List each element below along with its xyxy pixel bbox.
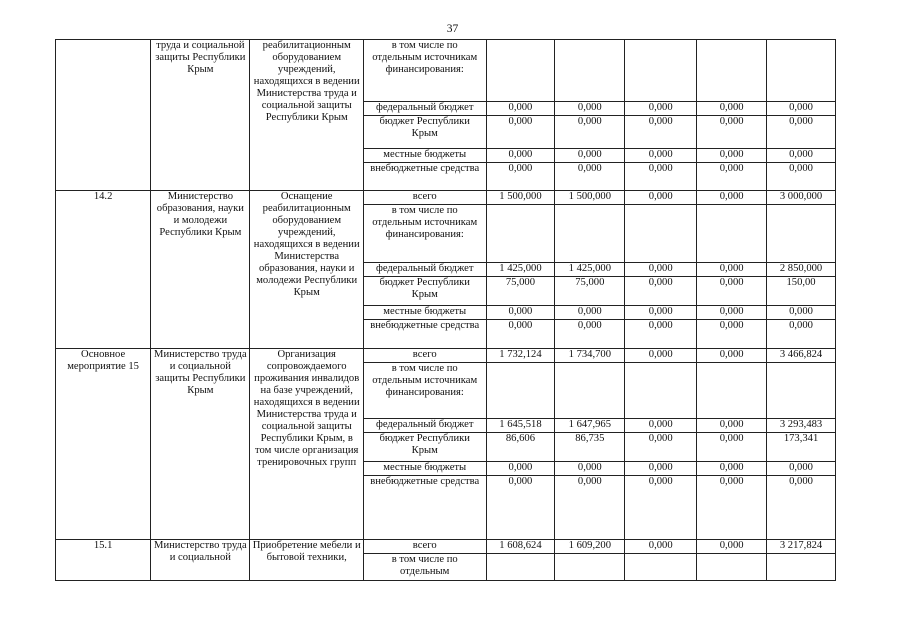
activity-cell: Оснащение реабилитационным оборудованием учреждений, находящихся в ведении Министерства образования, науки и молодежи Республики Крым	[250, 191, 363, 349]
value-cell: 0,000	[486, 116, 555, 149]
funding-source-cell: всего	[363, 540, 486, 554]
value-cell	[767, 363, 836, 419]
funding-source-cell: в том числе по отдельным	[363, 554, 486, 581]
funding-source-cell: местные бюджеты	[363, 149, 486, 163]
value-cell: 0,000	[625, 163, 697, 191]
value-cell: 0,000	[697, 191, 767, 205]
value-cell: 0,000	[555, 306, 625, 320]
value-cell	[625, 40, 697, 102]
value-cell: 2 850,000	[767, 263, 836, 277]
funding-source-cell: всего	[363, 349, 486, 363]
value-cell: 0,000	[555, 476, 625, 540]
funding-source-cell: в том числе по отдельным источникам финансирования:	[363, 363, 486, 419]
table-row	[56, 349, 836, 363]
row-number-cell: Основное мероприятие 15	[56, 349, 151, 540]
executor-cell: Министерство образования, науки и молодежи Республики Крым	[151, 191, 250, 349]
value-cell: 0,000	[697, 102, 767, 116]
value-cell: 1 645,518	[486, 419, 555, 433]
value-cell: 0,000	[767, 306, 836, 320]
value-cell: 0,000	[625, 320, 697, 349]
value-cell: 0,000	[555, 320, 625, 349]
value-cell: 0,000	[555, 149, 625, 163]
row-number-cell: 14.2	[56, 191, 151, 349]
value-cell: 0,000	[625, 433, 697, 462]
value-cell: 150,00	[767, 277, 836, 306]
executor-cell: труда и социальной защиты Республики Крым	[151, 40, 250, 191]
value-cell: 0,000	[625, 462, 697, 476]
value-cell: 0,000	[555, 462, 625, 476]
value-cell	[625, 363, 697, 419]
value-cell	[555, 205, 625, 263]
funding-source-cell: бюджет Республики Крым	[363, 277, 486, 306]
table-row	[56, 191, 836, 205]
value-cell	[486, 205, 555, 263]
funding-source-cell: бюджет Республики Крым	[363, 116, 486, 149]
value-cell: 0,000	[697, 163, 767, 191]
value-cell	[767, 40, 836, 102]
value-cell: 3 000,000	[767, 191, 836, 205]
value-cell: 1 609,200	[555, 540, 625, 554]
value-cell: 0,000	[697, 263, 767, 277]
funding-source-cell: в том числе по отдельным источникам финансирования:	[363, 40, 486, 102]
value-cell: 0,000	[767, 149, 836, 163]
value-cell: 3 293,483	[767, 419, 836, 433]
value-cell: 0,000	[697, 349, 767, 363]
value-cell: 3 466,824	[767, 349, 836, 363]
value-cell: 0,000	[767, 102, 836, 116]
activity-cell: Приобретение мебели и бытовой техники,	[250, 540, 363, 581]
value-cell	[486, 363, 555, 419]
value-cell: 1 608,624	[486, 540, 555, 554]
activity-cell: Организация сопровождаемого проживания инвалидов на базе учреждений, находящихся в ведении Министерства труда и социальной защиты Республики Крым, в том числе организация тренировочных групп	[250, 349, 363, 540]
value-cell: 0,000	[697, 419, 767, 433]
value-cell: 0,000	[486, 163, 555, 191]
value-cell: 0,000	[555, 102, 625, 116]
value-cell: 0,000	[767, 163, 836, 191]
value-cell: 0,000	[486, 462, 555, 476]
table-row	[56, 40, 836, 102]
funding-source-cell: всего	[363, 191, 486, 205]
value-cell: 3 217,824	[767, 540, 836, 554]
value-cell: 0,000	[625, 263, 697, 277]
funding-source-cell: местные бюджеты	[363, 462, 486, 476]
value-cell: 75,000	[486, 277, 555, 306]
value-cell	[555, 554, 625, 581]
value-cell: 0,000	[767, 116, 836, 149]
value-cell	[486, 40, 555, 102]
value-cell: 0,000	[625, 102, 697, 116]
value-cell: 1 425,000	[486, 263, 555, 277]
value-cell: 86,735	[555, 433, 625, 462]
value-cell	[697, 554, 767, 581]
funding-source-cell: федеральный бюджет	[363, 102, 486, 116]
value-cell: 0,000	[625, 277, 697, 306]
value-cell: 0,000	[625, 540, 697, 554]
value-cell: 0,000	[625, 116, 697, 149]
value-cell: 1 734,700	[555, 349, 625, 363]
value-cell: 1 425,000	[555, 263, 625, 277]
value-cell	[555, 363, 625, 419]
value-cell	[486, 554, 555, 581]
value-cell	[625, 554, 697, 581]
value-cell	[767, 205, 836, 263]
funding-source-cell: внебюджетные средства	[363, 476, 486, 540]
value-cell	[625, 205, 697, 263]
table-row	[56, 540, 836, 554]
value-cell: 1 647,965	[555, 419, 625, 433]
value-cell: 86,606	[486, 433, 555, 462]
value-cell: 1 500,000	[486, 191, 555, 205]
value-cell: 0,000	[555, 163, 625, 191]
value-cell: 0,000	[625, 419, 697, 433]
funding-source-cell: внебюджетные средства	[363, 320, 486, 349]
value-cell	[697, 40, 767, 102]
funding-source-cell: в том числе по отдельным источникам финансирования:	[363, 205, 486, 263]
value-cell: 0,000	[767, 320, 836, 349]
executor-cell: Министерство труда и социальной защиты Республики Крым	[151, 349, 250, 540]
value-cell	[697, 363, 767, 419]
value-cell	[555, 40, 625, 102]
funding-source-cell: федеральный бюджет	[363, 419, 486, 433]
value-cell: 0,000	[625, 191, 697, 205]
activity-cell: реабилитационным оборудованием учреждений, находящихся в ведении Министерства труда и социальной защиты Республики Крым	[250, 40, 363, 191]
value-cell: 173,341	[767, 433, 836, 462]
value-cell	[697, 205, 767, 263]
value-cell: 0,000	[697, 320, 767, 349]
value-cell: 0,000	[486, 149, 555, 163]
value-cell: 0,000	[767, 462, 836, 476]
value-cell: 0,000	[697, 116, 767, 149]
funding-source-cell: внебюджетные средства	[363, 163, 486, 191]
value-cell: 0,000	[697, 462, 767, 476]
value-cell: 0,000	[767, 476, 836, 540]
value-cell: 75,000	[555, 277, 625, 306]
value-cell: 0,000	[625, 149, 697, 163]
value-cell: 0,000	[697, 476, 767, 540]
page-number: 37	[446, 23, 459, 35]
value-cell: 0,000	[625, 476, 697, 540]
value-cell: 0,000	[486, 476, 555, 540]
funding-source-cell: местные бюджеты	[363, 306, 486, 320]
value-cell: 0,000	[625, 349, 697, 363]
row-number-cell	[56, 40, 151, 191]
value-cell: 0,000	[697, 540, 767, 554]
budget-table	[55, 39, 836, 581]
value-cell: 0,000	[697, 277, 767, 306]
executor-cell: Министерство труда и социальной	[151, 540, 250, 581]
value-cell: 0,000	[486, 320, 555, 349]
value-cell: 0,000	[697, 306, 767, 320]
funding-source-cell: бюджет Республики Крым	[363, 433, 486, 462]
value-cell	[767, 554, 836, 581]
value-cell: 1 500,000	[555, 191, 625, 205]
value-cell: 0,000	[486, 102, 555, 116]
funding-source-cell: федеральный бюджет	[363, 263, 486, 277]
value-cell: 0,000	[697, 149, 767, 163]
row-number-cell: 15.1	[56, 540, 151, 581]
value-cell: 0,000	[555, 116, 625, 149]
value-cell: 0,000	[697, 433, 767, 462]
value-cell: 0,000	[486, 306, 555, 320]
value-cell: 0,000	[625, 306, 697, 320]
value-cell: 1 732,124	[486, 349, 555, 363]
